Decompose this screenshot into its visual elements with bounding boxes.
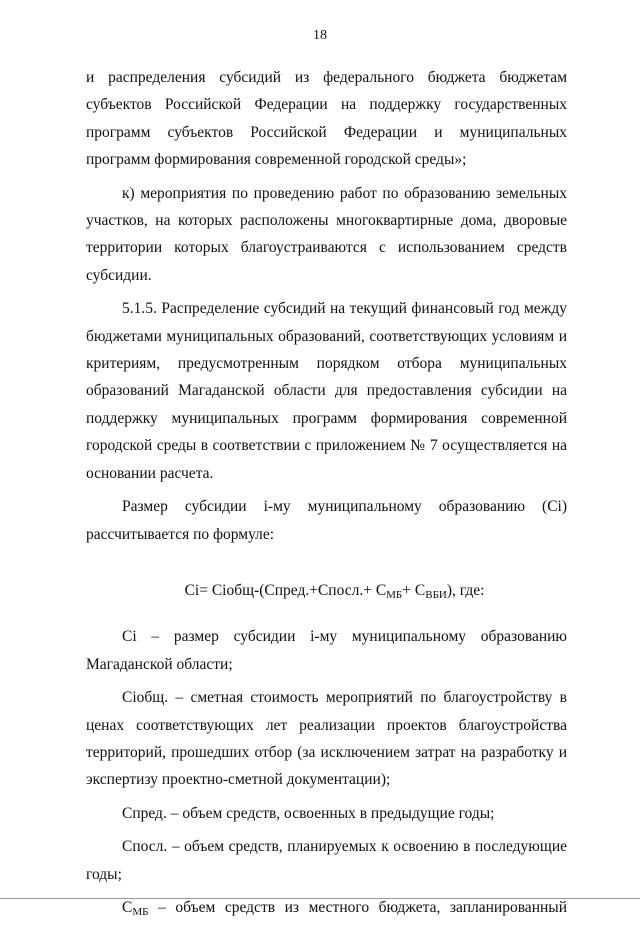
formula-sub-vbi: ВБИ [425,588,447,601]
paragraph-item-k: к) мероприятия по проведению работ по образованию земельных участков, на которых расположены многоквартирные дома, дворовые территории которых благоустраиваются с использованием средств субсидии. [86,184,567,284]
definition-ci: Ci – размер субсидии i-му муниципальному образованию Магаданской области; [86,628,567,673]
subsidy-formula [86,577,567,609]
document-body [86,64,567,926]
definition-ci-total: Сiобщ. – сметная стоимость мероприятий по благоустройству в ценах соответствующих лет реализации проектов благоустройства территорий, прошедших отбор (за исключением затрат на разработку и экспертизу проектно-сметной документации); [86,689,567,789]
formula-plus: + С [402,581,426,599]
paragraph-subsidy-size: Размер субсидии i-му муниципальному образованию (Ci) рассчитывается по формуле: [86,498,567,543]
definition-c-next: Спосл. – объем средств, планируемых к освоению в последующие годы; [86,838,567,883]
definition-c-mb-text: – объем средств из местного бюджета, запланированный [148,898,567,916]
paragraph-5-1-5: 5.1.5. Распределение субсидий на текущий финансовый год между бюджетами муниципальных образований, соответствующих условиям и критериям, предусмотренным порядком отбора муниципальных образований Магаданской области для предоставления субсидии на поддержку муниципальных программ формирования современной городской среды в соответствии с приложением № 7 осуществляется на основании расчета. [86,300,567,482]
paragraph-continuation: и распределения субсидий из федерального бюджета бюджетам субъектов Российской Федерации на поддержку государственных программ субъектов Российской Федерации и муниципальных программ формирования современной городской среды»; [86,69,567,169]
page-bottom-edge [0,898,640,899]
formula-sub-mb: МБ [386,588,403,601]
symbol-mb-sub: МБ [132,905,149,918]
symbol-c: С [122,898,133,916]
definition-c-prev: Спред. – объем средств, освоенных в предыдущие годы; [122,804,495,822]
formula-main: Ci= Ciобщ-(Спред.+Спосл.+ С [184,581,387,599]
page-number: 18 [313,28,327,43]
formula-tail: ), где: [446,581,485,599]
